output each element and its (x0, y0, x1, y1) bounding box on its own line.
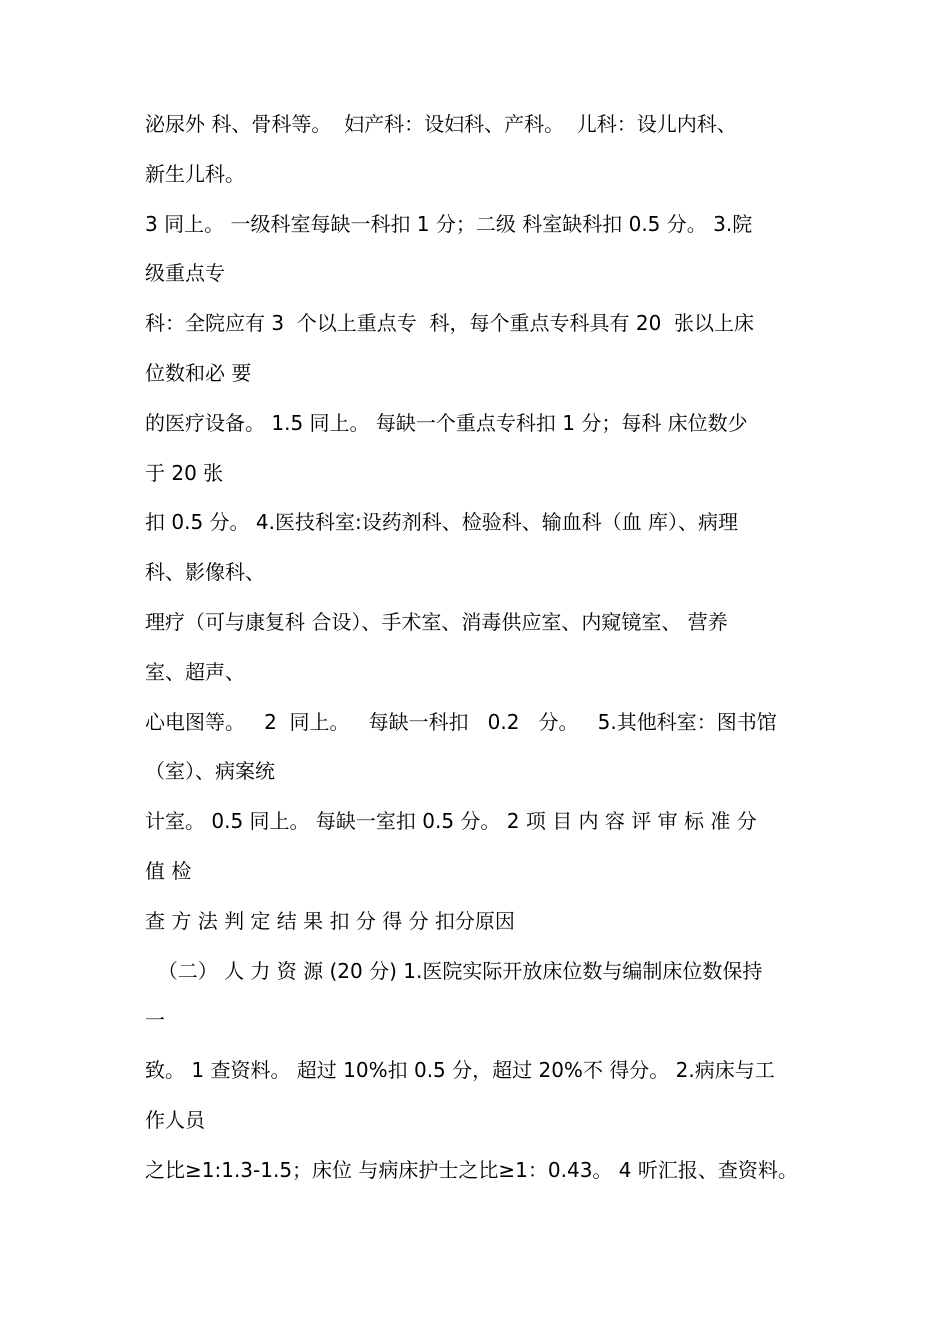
text-line: 3 同上。 一级科室每缺一科扣 1 分；二级 科室缺科扣 0.5 分。 3.院 (145, 211, 753, 236)
text-line: 级重点专 (145, 261, 225, 286)
text-line: 心电图等。 2 同上。 每缺一科扣 0.2 分。 5.其他科室：图书馆 (145, 709, 777, 734)
text-line: 扣 0.5 分。 4.医技科室:设药剂科、检验科、输血科（血 库）、病理 (145, 510, 739, 535)
text-line: 位数和必 要 (145, 360, 252, 385)
text-line: 室、超声、 (145, 659, 245, 684)
text-line: 值 检 (145, 858, 192, 883)
text-line: 于 20 张 (145, 460, 224, 485)
text-line: 理疗（可与康复科 合设）、手术室、消毒供应室、内窥镜室、 营养 (145, 609, 728, 634)
document-body (145, 100, 845, 1196)
text-line: 科、影像科、 (145, 560, 265, 585)
text-line: 一 (145, 1008, 165, 1033)
text-line: （二） 人 力 资 源 (20 分) 1.医院实际开放床位数与编制床位数保持 (145, 958, 763, 983)
text-line: （室）、病案统 (145, 759, 275, 784)
text-line: 查 方 法 判 定 结 果 扣 分 得 分 扣分原因 (145, 908, 515, 933)
text-line: 致。 1 查资料。 超过 10%扣 0.5 分，超过 20%不 得分。 2.病床与工 (145, 1058, 775, 1083)
text-line: 计室。 0.5 同上。 每缺一室扣 0.5 分。 2 项 目 内 容 评 审 标 准 分 (145, 809, 757, 834)
text-line: 科：全院应有 3 个以上重点专 科，每个重点专科具有 20 张以上床 (145, 311, 755, 336)
text-line: 之比≥1:1.3-1.5；床位 与病床护士之比≥1：0.43。 4 听汇报、查资料。 (145, 1157, 798, 1182)
text-line: 泌尿外 科、骨科等。 妇产科：设妇科、产科。 儿科：设儿内科、 (145, 112, 737, 136)
text-line: 新生儿科。 (145, 161, 245, 186)
text-line: 作人员 (145, 1107, 205, 1132)
text-line: 的医疗设备。 1.5 同上。 每缺一个重点专科扣 1 分；每科 床位数少 (145, 410, 748, 435)
